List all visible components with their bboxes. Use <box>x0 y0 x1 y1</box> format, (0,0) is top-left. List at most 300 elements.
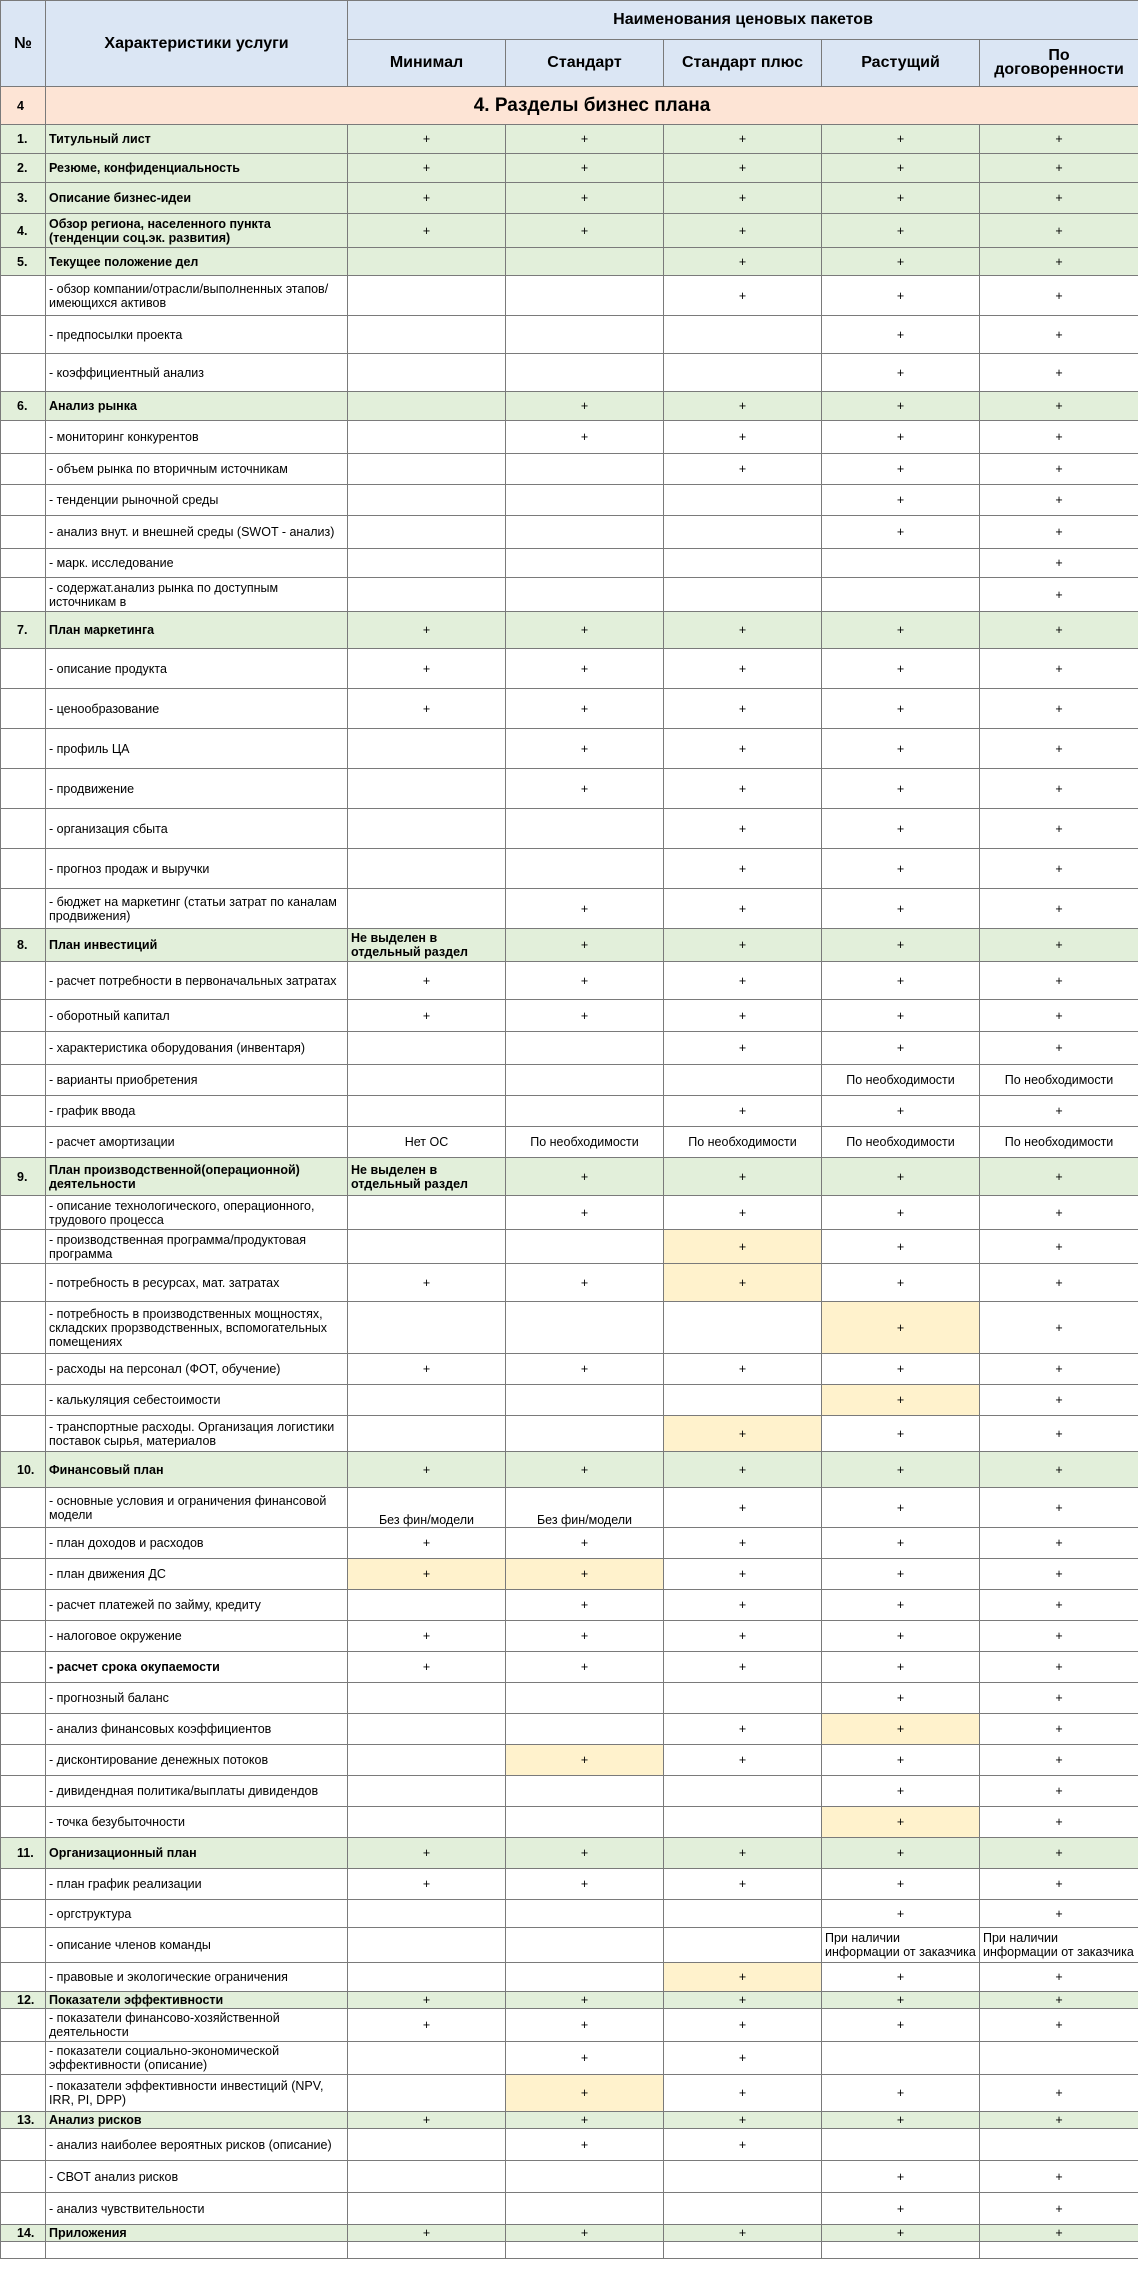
package-cell: + <box>980 889 1138 929</box>
package-cell: + <box>506 214 664 248</box>
package-cell: + <box>822 1992 980 2009</box>
row-number: 12. <box>1 1992 46 2009</box>
table-row <box>1 1416 1138 1452</box>
package-cell: + <box>822 929 980 962</box>
package-cell: + <box>980 1869 1138 1900</box>
package-cell <box>664 549 822 578</box>
characteristic-cell: - анализ финансовых коэффициентов <box>46 1714 348 1745</box>
characteristic-cell: - описание продукта <box>46 649 348 689</box>
package-cell: + <box>664 2129 822 2161</box>
row-number <box>1 689 46 729</box>
table-row <box>1 1683 1138 1714</box>
package-cell: + <box>980 1158 1138 1196</box>
package-cell <box>506 1065 664 1096</box>
table-row <box>1 649 1138 689</box>
row-number <box>1 2193 46 2225</box>
package-cell: + <box>980 248 1138 276</box>
package-cell: + <box>348 1528 506 1559</box>
row-number: 11. <box>1 1838 46 1869</box>
package-cell: + <box>348 612 506 649</box>
package-cell: + <box>664 1416 822 1452</box>
characteristic-cell: - марк. исследование <box>46 549 348 578</box>
row-number <box>1 1745 46 1776</box>
characteristic-cell: - ценообразование <box>46 689 348 729</box>
table-row <box>1 2075 1138 2112</box>
package-cell: + <box>506 1264 664 1302</box>
package-cell: + <box>348 2225 506 2242</box>
package-cell: + <box>822 1683 980 1714</box>
table-row <box>1 1869 1138 1900</box>
row-number <box>1 1196 46 1230</box>
package-cell: + <box>980 354 1138 392</box>
package-cell: + <box>664 1264 822 1302</box>
row-number <box>1 1776 46 1807</box>
row-number <box>1 1714 46 1745</box>
row-number: 10. <box>1 1452 46 1488</box>
characteristic-cell: - показатели социально-экономической эффективности (описание) <box>46 2042 348 2075</box>
package-cell: + <box>664 689 822 729</box>
row-number <box>1 1807 46 1838</box>
package-cell <box>348 454 506 485</box>
characteristic-cell: - калькуляция себестоимости <box>46 1385 348 1416</box>
table-row <box>1 769 1138 809</box>
package-cell <box>506 1096 664 1127</box>
package-cell: + <box>348 1452 506 1488</box>
package-cell: + <box>664 612 822 649</box>
characteristic-cell: Организационный план <box>46 1838 348 1869</box>
package-header: По договоренности <box>980 40 1138 87</box>
characteristic-cell: План маркетинга <box>46 612 348 649</box>
package-cell: + <box>822 276 980 316</box>
topic-title: 4. Разделы бизнес плана <box>46 87 1138 125</box>
table-row <box>1 2193 1138 2225</box>
table-row <box>1 421 1138 454</box>
package-cell: + <box>822 214 980 248</box>
package-cell: + <box>822 1807 980 1838</box>
package-cell: + <box>980 2161 1138 2193</box>
section-row <box>1 612 1138 649</box>
row-number <box>1 421 46 454</box>
package-cell: + <box>348 1869 506 1900</box>
package-cell: + <box>822 1559 980 1590</box>
package-cell: + <box>664 1714 822 1745</box>
package-cell: + <box>506 612 664 649</box>
table-row <box>1 454 1138 485</box>
package-cell: + <box>980 454 1138 485</box>
package-cell <box>980 2042 1138 2075</box>
package-cell: + <box>822 1196 980 1230</box>
package-cell <box>822 578 980 612</box>
row-number: 5. <box>1 248 46 276</box>
characteristic-cell: Показатели эффективности <box>46 1992 348 2009</box>
table-row <box>1 729 1138 769</box>
table-row <box>1 276 1138 316</box>
section-row <box>1 1838 1138 1869</box>
package-cell: + <box>664 1590 822 1621</box>
package-cell <box>348 1385 506 1416</box>
package-cell <box>664 516 822 549</box>
package-cell: + <box>822 248 980 276</box>
row-number <box>1 1264 46 1302</box>
table-row <box>1 1590 1138 1621</box>
package-cell: + <box>506 729 664 769</box>
package-cell <box>506 1230 664 1264</box>
row-number <box>1 1683 46 1714</box>
characteristic-cell: - план график реализации <box>46 1869 348 1900</box>
package-cell: + <box>822 2193 980 2225</box>
package-cell: + <box>822 1488 980 1528</box>
package-cell: + <box>506 2075 664 2112</box>
package-cell: + <box>664 1869 822 1900</box>
package-cell <box>348 1776 506 1807</box>
section-row <box>1 2112 1138 2129</box>
characteristic-cell: - характеристика оборудования (инвентаря) <box>46 1032 348 1065</box>
package-cell <box>664 1900 822 1928</box>
package-cell <box>348 769 506 809</box>
characteristic-cell: Приложения <box>46 2225 348 2242</box>
characteristic-cell: - описание технологического, операционного, трудового процесса <box>46 1196 348 1230</box>
characteristic-cell: - точка безубыточности <box>46 1807 348 1838</box>
package-cell: + <box>822 421 980 454</box>
section-row <box>1 1992 1138 2009</box>
characteristic-cell: - СВОТ анализ рисков <box>46 2161 348 2193</box>
row-number <box>1 1528 46 1559</box>
package-cell: + <box>822 1354 980 1385</box>
table-row <box>1 1928 1138 1963</box>
characteristic-cell: План производственной(операционной) деятельности <box>46 1158 348 1196</box>
package-cell <box>506 516 664 549</box>
package-cell: + <box>664 889 822 929</box>
section-row <box>1 1452 1138 1488</box>
package-cell: + <box>980 1264 1138 1302</box>
package-cell: + <box>822 1776 980 1807</box>
row-number: 2. <box>1 154 46 183</box>
package-cell: + <box>664 1196 822 1230</box>
row-number <box>1 516 46 549</box>
package-cell: По необходимости <box>822 1065 980 1096</box>
characteristic-cell: - план доходов и расходов <box>46 1528 348 1559</box>
package-cell: + <box>506 2112 664 2129</box>
package-cell: + <box>980 1838 1138 1869</box>
package-cell <box>506 1683 664 1714</box>
package-cell: + <box>980 1452 1138 1488</box>
package-cell <box>348 2193 506 2225</box>
package-cell <box>664 1302 822 1354</box>
package-cell: При наличии информации от заказчика <box>980 1928 1138 1963</box>
characteristic-cell: - расчет срока окупаемости <box>46 1652 348 1683</box>
package-cell: + <box>506 2225 664 2242</box>
characteristic-cell: - продвижение <box>46 769 348 809</box>
package-cell: По необходимости <box>664 1127 822 1158</box>
package-cell: + <box>980 2112 1138 2129</box>
package-cell: + <box>664 1621 822 1652</box>
table-row <box>1 1196 1138 1230</box>
characteristic-cell: Обзор региона, населенного пункта (тенденции соц.эк. развития) <box>46 214 348 248</box>
package-cell <box>348 1196 506 1230</box>
package-cell: + <box>664 421 822 454</box>
package-cell: + <box>506 1869 664 1900</box>
package-cell: + <box>822 1621 980 1652</box>
package-cell: + <box>822 1590 980 1621</box>
package-cell: + <box>822 769 980 809</box>
row-number <box>1 1354 46 1385</box>
package-cell: + <box>664 962 822 1000</box>
package-cell: + <box>822 729 980 769</box>
row-number <box>1 316 46 354</box>
row-number <box>1 1928 46 1963</box>
package-cell: + <box>822 1000 980 1032</box>
table-row <box>1 1745 1138 1776</box>
package-cell: + <box>348 1838 506 1869</box>
characteristic-cell: Анализ рынка <box>46 392 348 421</box>
package-cell: + <box>980 1652 1138 1683</box>
row-number <box>1 1963 46 1992</box>
section-row <box>1 154 1138 183</box>
characteristic-cell: - мониторинг конкурентов <box>46 421 348 454</box>
package-cell <box>506 1385 664 1416</box>
package-cell: + <box>822 689 980 729</box>
package-cell: Не выделен в отдельный раздел <box>348 1158 506 1196</box>
table-row <box>1 549 1138 578</box>
package-cell: + <box>822 889 980 929</box>
package-cell <box>664 316 822 354</box>
package-cell <box>506 549 664 578</box>
package-cell: + <box>348 125 506 154</box>
characteristic-cell: - оргструктура <box>46 1900 348 1928</box>
package-cell <box>348 2129 506 2161</box>
package-cell: + <box>348 1621 506 1652</box>
row-number: 4. <box>1 214 46 248</box>
package-cell: + <box>980 1032 1138 1065</box>
table-row <box>1 1302 1138 1354</box>
row-number <box>1 1590 46 1621</box>
package-cell: + <box>980 962 1138 1000</box>
table-row <box>1 1621 1138 1652</box>
package-cell: + <box>348 1000 506 1032</box>
row-number <box>1 2129 46 2161</box>
table-row <box>1 2161 1138 2193</box>
package-header: Минимал <box>348 40 506 87</box>
package-cell: + <box>980 1683 1138 1714</box>
package-cell: + <box>506 1354 664 1385</box>
table-row <box>1 2129 1138 2161</box>
package-cell: + <box>664 1230 822 1264</box>
package-cell <box>348 421 506 454</box>
package-cell: + <box>822 2009 980 2042</box>
package-cell <box>664 1065 822 1096</box>
package-cell: + <box>506 2129 664 2161</box>
section-row <box>1 214 1138 248</box>
table-row <box>1 1900 1138 1928</box>
row-number <box>1 578 46 612</box>
package-cell: + <box>980 1963 1138 1992</box>
package-cell <box>348 1416 506 1452</box>
package-cell: + <box>664 1158 822 1196</box>
package-cell: + <box>822 392 980 421</box>
package-cell: + <box>980 809 1138 849</box>
package-cell <box>348 1096 506 1127</box>
characteristic-cell: - анализ чувствительности <box>46 2193 348 2225</box>
package-cell <box>348 809 506 849</box>
package-cell: + <box>664 248 822 276</box>
package-cell <box>822 2242 980 2259</box>
package-cell: + <box>822 1230 980 1264</box>
package-header: Стандарт плюс <box>664 40 822 87</box>
row-number <box>1 1559 46 1590</box>
package-cell: + <box>348 1264 506 1302</box>
table-row <box>1 1652 1138 1683</box>
package-cell: + <box>822 1714 980 1745</box>
package-cell <box>348 1928 506 1963</box>
row-number <box>1 1000 46 1032</box>
package-cell <box>664 2242 822 2259</box>
package-cell: + <box>348 2112 506 2129</box>
characteristic-cell: - график ввода <box>46 1096 348 1127</box>
package-cell: + <box>506 154 664 183</box>
package-cell <box>664 1683 822 1714</box>
package-cell: + <box>506 689 664 729</box>
package-cell: + <box>664 929 822 962</box>
package-cell <box>506 1807 664 1838</box>
package-cell <box>506 2161 664 2193</box>
characteristic-cell: - тенденции рыночной среды <box>46 485 348 516</box>
characteristic-cell: - расчет платежей по займу, кредиту <box>46 1590 348 1621</box>
package-cell: + <box>822 183 980 214</box>
table-row <box>1 578 1138 612</box>
characteristic-cell: - предпосылки проекта <box>46 316 348 354</box>
package-cell: + <box>822 154 980 183</box>
package-cell: + <box>822 1264 980 1302</box>
row-number <box>1 2161 46 2193</box>
row-number <box>1 1385 46 1416</box>
num-header: № <box>1 1 46 87</box>
row-number: 9. <box>1 1158 46 1196</box>
package-cell <box>506 485 664 516</box>
characteristic-cell: - варианты приобретения <box>46 1065 348 1096</box>
package-cell <box>348 1032 506 1065</box>
package-cell: + <box>348 1992 506 2009</box>
package-cell: + <box>822 612 980 649</box>
table-row <box>1 1385 1138 1416</box>
characteristic-cell: - налоговое окружение <box>46 1621 348 1652</box>
table-row <box>1 2242 1138 2259</box>
characteristic-cell: - содержат.анализ рынка по доступным источникам в <box>46 578 348 612</box>
package-cell: + <box>980 549 1138 578</box>
package-cell: + <box>980 1096 1138 1127</box>
package-cell <box>348 1065 506 1096</box>
package-cell: + <box>506 1559 664 1590</box>
package-cell <box>664 485 822 516</box>
package-cell <box>348 2161 506 2193</box>
package-cell <box>348 248 506 276</box>
table-row <box>1 2042 1138 2075</box>
package-cell: + <box>822 1416 980 1452</box>
row-number: 7. <box>1 612 46 649</box>
table-row <box>1 1096 1138 1127</box>
package-cell: + <box>980 729 1138 769</box>
section-row <box>1 1158 1138 1196</box>
table-row <box>1 516 1138 549</box>
row-number <box>1 1488 46 1528</box>
package-header: Стандарт <box>506 40 664 87</box>
package-cell <box>348 2042 506 2075</box>
row-number: 6. <box>1 392 46 421</box>
package-cell: + <box>980 1776 1138 1807</box>
package-cell <box>822 2042 980 2075</box>
package-cell <box>664 2161 822 2193</box>
row-number <box>1 549 46 578</box>
package-cell <box>348 1590 506 1621</box>
package-cell: + <box>980 1385 1138 1416</box>
package-cell <box>348 485 506 516</box>
table-row <box>1 1264 1138 1302</box>
package-cell: + <box>822 125 980 154</box>
package-cell <box>348 549 506 578</box>
table-row <box>1 354 1138 392</box>
package-cell: + <box>980 2225 1138 2242</box>
row-number <box>1 1621 46 1652</box>
package-cell: + <box>980 2075 1138 2112</box>
package-cell: + <box>822 809 980 849</box>
table-row <box>1 1559 1138 1590</box>
package-cell <box>506 809 664 849</box>
table-row <box>1 1807 1138 1838</box>
characteristic-cell: Описание бизнес-идеи <box>46 183 348 214</box>
package-cell: + <box>980 316 1138 354</box>
package-cell <box>506 1714 664 1745</box>
characteristic-cell: - прогноз продаж и выручки <box>46 849 348 889</box>
package-cell: + <box>506 889 664 929</box>
characteristic-cell: - бюджет на маркетинг (статьи затрат по каналам продвижения) <box>46 889 348 929</box>
package-cell: + <box>980 183 1138 214</box>
package-cell: + <box>980 1807 1138 1838</box>
package-cell: + <box>664 1032 822 1065</box>
package-cell <box>348 889 506 929</box>
package-cell: + <box>980 421 1138 454</box>
package-cell <box>348 1683 506 1714</box>
row-number <box>1 649 46 689</box>
table-row <box>1 689 1138 729</box>
package-cell: + <box>980 689 1138 729</box>
table-row <box>1 1000 1138 1032</box>
package-cell: + <box>980 1590 1138 1621</box>
package-cell <box>664 1776 822 1807</box>
package-cell: + <box>980 1714 1138 1745</box>
characteristic-cell: План инвестиций <box>46 929 348 962</box>
characteristic-cell: - производственная программа/продуктовая программа <box>46 1230 348 1264</box>
package-cell: + <box>822 1528 980 1559</box>
characteristic-cell: - расходы на персонал (ФОТ, обучение) <box>46 1354 348 1385</box>
package-cell <box>348 392 506 421</box>
characteristic-cell: Анализ рисков <box>46 2112 348 2129</box>
row-number <box>1 1065 46 1096</box>
row-number <box>1 1302 46 1354</box>
package-cell: Не выделен в отдельный раздел <box>348 929 506 962</box>
package-cell: + <box>980 2193 1138 2225</box>
package-cell: + <box>664 392 822 421</box>
characteristic-cell: - транспортные расходы. Организация логистики поставок сырья, материалов <box>46 1416 348 1452</box>
section-row <box>1 183 1138 214</box>
characteristic-cell: - потребность в производственных мощностях, складских прорзводственных, вспомогательных помещениях <box>46 1302 348 1354</box>
package-cell <box>348 516 506 549</box>
table-row <box>1 809 1138 849</box>
package-cell <box>506 454 664 485</box>
package-cell <box>348 1302 506 1354</box>
topic-number: 4 <box>1 87 46 125</box>
package-cell <box>506 354 664 392</box>
package-cell <box>348 276 506 316</box>
package-cell <box>506 1776 664 1807</box>
